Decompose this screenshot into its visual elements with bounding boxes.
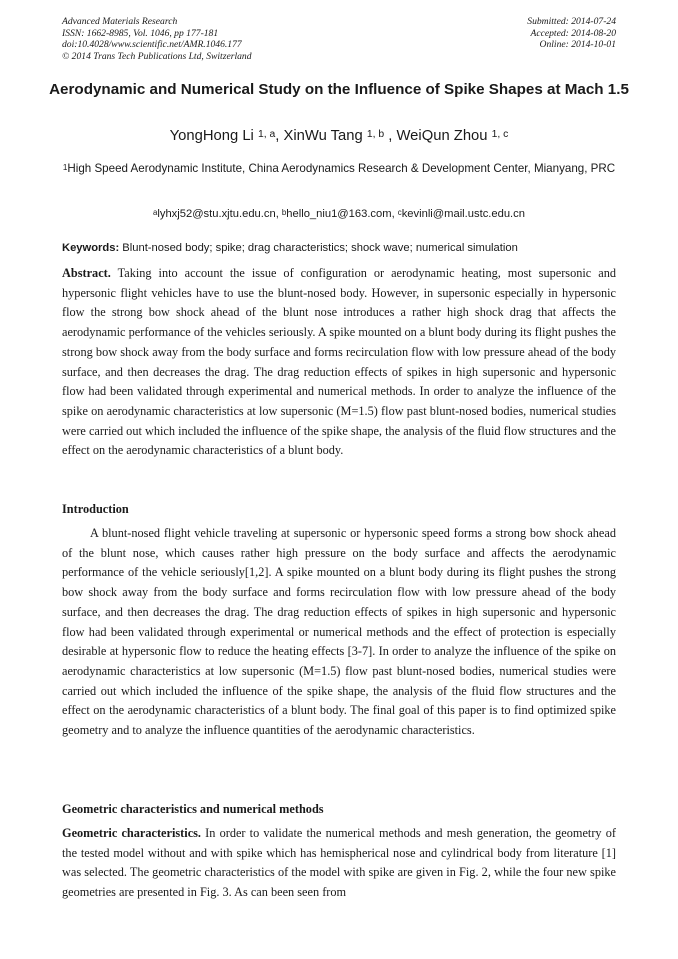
issn: ISSN: 1662-8985, Vol. 1046, pp 177-181	[62, 27, 219, 39]
keywords	[62, 240, 616, 256]
geometric-section-heading: Geometric characteristics and numerical methods	[62, 802, 324, 816]
author-name: XinWu Tang	[283, 128, 363, 144]
introduction-paragraph: A blunt-nosed flight vehicle traveling at supersonic or hypersonic speed forms a strong bow shock ahead of the blunt nose, which causes rather high pressure on the body surface and affects the aerodynamic performance of the vehicle seriously[1,2]. A spike mounted on a blunt body during its flight pushes the strong bow shock away from the body surface and forms recirculation flow with low pressure ahead of the body surface, and then decreases the drag. The drag reduction effects of spikes in high supersonic and hypersonic flow had been validated through experimental or numerical methods and the effect of protection is especially desirable at hypersonic flow to reduce the heating effects [3-7]. In order to analyze the influence of the spike on aerodynamic characteristics at low supersonic (M=1.5) flow past blunt-nosed bodies, numerical studies were carried out which included the influence of the spike shape, the analysis of the fluid flow structures and the effect on the aerodynamic characteristics of a blunt body. The final goal of this paper is to find optimized spike geometry and to analyze the influence quantities of the aerodynamic characteristics.	[62, 526, 616, 738]
geometric-text: In order to validate the numerical methods and mesh generation, the geometry of the tested model without and with spike which has hemispherical nose and cylindrical body from literature [1] was selected. The geometric characteristics of the model with spike are given in Fig. 2, while the four new spike geometries are presented in Fig. 3. As can been seen from	[62, 826, 616, 900]
affiliation-marker: 1	[62, 162, 68, 172]
author-separator: ,	[275, 128, 284, 144]
copyright: © 2014 Trans Tech Publications Ltd, Switzerland	[62, 50, 252, 62]
email-list	[62, 205, 616, 223]
submitted-date: Submitted: 2014-07-24	[527, 16, 616, 27]
abstract-label: Abstract.	[62, 266, 111, 280]
journal-info	[62, 16, 252, 62]
author-separator: ,	[384, 128, 397, 144]
author-affiliation-marker: 1, a	[257, 128, 276, 140]
author-affiliation-marker: 1, b	[366, 128, 385, 140]
email-marker: c	[397, 207, 402, 217]
author-list	[40, 126, 638, 146]
email-separator: ,	[275, 208, 282, 220]
author-affiliation-marker: 1, c	[491, 128, 509, 140]
email-address[interactable]: kevinli@mail.ustc.edu.cn	[401, 208, 525, 220]
introduction-heading: Introduction	[62, 502, 129, 516]
author-name: WeiQun Zhou	[396, 128, 488, 144]
affiliation-text: High Speed Aerodynamic Institute, China Aerodynamics Research & Development Center, Mianyang, PRC	[67, 162, 616, 175]
affiliation	[62, 158, 616, 180]
email-separator: ,	[391, 208, 398, 220]
online-date: Online: 2014-10-01	[539, 39, 616, 51]
keywords-label: Keywords:	[62, 242, 120, 254]
abstract-paragraph	[62, 264, 616, 461]
doi: doi:10.4028/www.scientific.net/AMR.1046.177	[62, 39, 242, 51]
journal-name: Advanced Materials Research	[62, 16, 178, 27]
email-marker: b	[281, 207, 287, 217]
email-address[interactable]: lyhxj52@stu.xjtu.edu.cn	[157, 208, 276, 220]
keywords-text: Blunt-nosed body; spike; drag characteristics; shock wave; numerical simulation	[119, 242, 518, 254]
geometric-label: Geometric characteristics.	[62, 826, 202, 840]
author-name: YongHong Li	[169, 128, 254, 144]
email-address[interactable]: hello_niu1@163.com	[286, 208, 392, 220]
paper-title: Aerodynamic and Numerical Study on the Influence of Spike Shapes at Mach 1.5	[49, 81, 629, 98]
abstract-text: Taking into account the issue of configuration or aerodynamic heating, most supersonic and hypersonic flight vehicles have to use the blunt-nosed body. However, in supersonic especially in hypersonic flow the strong bow shock ahead of the blunt nose introduces a rather high shock drag that affects the aerodynamic performance of the vehicles seriously. A spike mounted on a blunt body during its flight pushes the strong bow shock away from the body surface and forms recirculation flow with low pressure ahead of the body surface, and then decreases the drag. The drag reduction effects of spikes in high supersonic and hypersonic flow had been validated through experimental and numerical methods. In order to analyze the influence of the spike on aerodynamic characteristics at low supersonic (M=1.5) flow past blunt-nosed bodies, numerical studies were carried out which included the influence of the spike shape, the analysis of the fluid flow structures and the effect on the aerodynamic characteristics of a blunt body.	[62, 266, 616, 458]
geometric-paragraph	[62, 824, 616, 903]
accepted-date: Accepted: 2014-08-20	[530, 27, 616, 39]
email-marker: a	[153, 207, 158, 217]
publication-dates	[527, 16, 616, 51]
